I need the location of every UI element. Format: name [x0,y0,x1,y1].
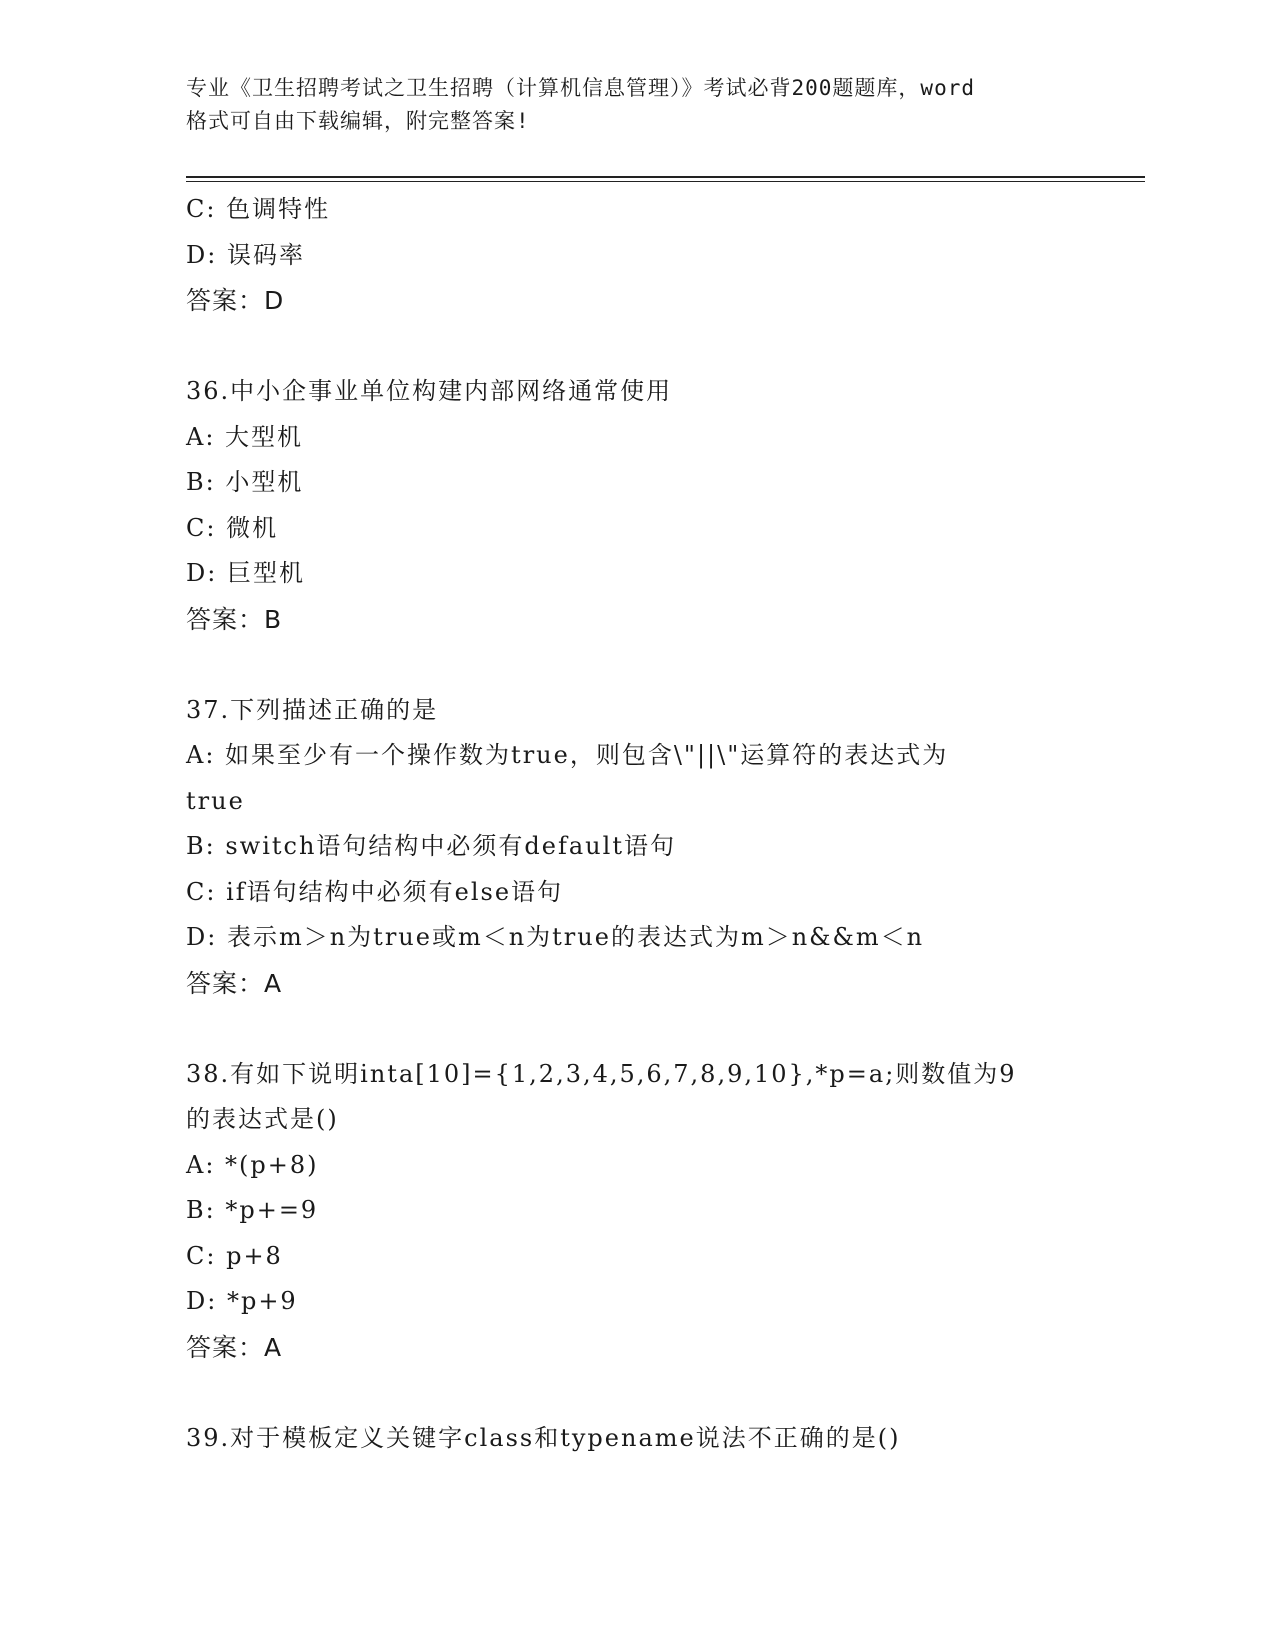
answer-label: 答案：A [186,1332,283,1362]
option-d: D: 误码率 [186,240,305,269]
spacer [186,1370,1086,1416]
question-content [186,187,1086,1461]
question-38 [186,1052,1086,1371]
question-stem: 37.下列描述正确的是 [186,695,439,724]
option-c: C: 色调特性 [186,195,331,223]
option-b: B: 小型机 [186,468,304,496]
header-title-line-2: 格式可自由下载编辑，附完整答案! [186,109,530,133]
spacer [186,642,1086,688]
answer-label: 答案：A [186,968,283,998]
spacer [186,1006,1086,1052]
option-d: D: 巨型机 [186,559,305,587]
question-stem: 36.中小企事业单位构建内部网络通常使用 [186,377,673,405]
spacer [186,324,1086,370]
answer-label: 答案：B [186,604,283,634]
option-b: B: switch语句结构中必须有default语句 [186,832,676,860]
question-37 [186,688,1086,1007]
question-stem-continued: 的表达式是() [186,1105,339,1133]
header-title-line-1: 专业《卫生招聘考试之卫生招聘（计算机信息管理）》考试必背200题题库，word [186,76,975,100]
option-a: A: 如果至少有一个操作数为true，则包含\"||\"运算符的表达式为 [186,741,949,769]
question-36 [186,369,1086,642]
document-header [186,72,1086,138]
option-b: B: *p+=9 [186,1196,319,1224]
header-divider [186,176,1145,182]
question-35-tail [186,187,1086,324]
option-c: C: 微机 [186,513,279,542]
question-stem: 39.对于模板定义关键字class和typename说法不正确的是() [186,1423,901,1452]
option-d: D: *p+9 [186,1287,298,1315]
option-a: A: 大型机 [186,422,304,451]
question-stem: 38.有如下说明inta[10]={1,2,3,4,5,6,7,8,9,10},*p=a;则数值为9 [186,1059,1017,1088]
option-c: C: if语句结构中必须有else语句 [186,877,564,906]
option-a-continued: true [186,786,245,815]
option-c: C: p+8 [186,1241,283,1270]
option-a: A: *(p+8) [186,1150,319,1179]
option-d: D: 表示m＞n为true或m＜n为true的表达式为m＞n&&m＜n [186,923,925,951]
answer-label: 答案：D [186,286,285,315]
question-39 [186,1416,1086,1462]
